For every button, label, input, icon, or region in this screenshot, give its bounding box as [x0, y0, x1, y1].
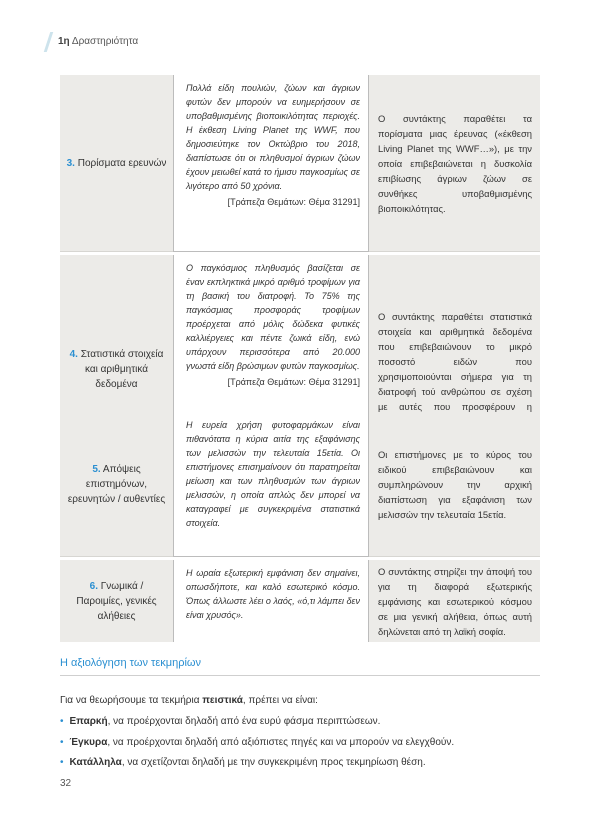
comment-cell — [369, 560, 540, 642]
row-divider — [60, 556, 540, 557]
comment-text: Ο συντάκτης στηρίζει την άποψή του για τη διαφορά εξωτερικής εμφάνισης και εσωτερικού κόσμου σε μια γενική αλήθεια, όπως αυτή δηλώνεται από τη λαϊκή σοφία. — [378, 565, 532, 637]
intro-paragraph — [60, 695, 318, 706]
quote-reference: [Τράπεζα Θεμάτων: Θέμα 31291] — [227, 197, 360, 207]
header-number: 1η — [58, 36, 70, 47]
quote-reference: [Τράπεζα Θεμάτων: Θέμα 31291] — [227, 377, 360, 387]
bullet-text: , να προέρχονται δηλαδή από αξιόπιστες πηγές και να μπορούν να ελεγχθούν. — [107, 737, 455, 748]
intro-emphasis: πειστικά — [202, 695, 243, 706]
row-divider — [60, 251, 540, 252]
bullet-icon: • — [60, 716, 64, 727]
comment-text: Ο συντάκτης παραθέτει τα πορίσματα μιας έρευνας («έκθεση Living Planet της WWF…»), με την οποία επιβεβαιώνεται η δυσκολία επιβίωσης άγριων ζώων σε συνθήκες υποβαθμισμένης βιοποικιλότητας. — [378, 112, 532, 214]
bullet-icon: • — [60, 757, 64, 768]
section-title: Η αξιολόγηση των τεκμηρίων — [60, 657, 201, 669]
row-label: Γνωμικά / Παροιμίες, γενικές αλήθειες — [76, 580, 157, 622]
quote-cell — [173, 75, 369, 251]
row-label-cell — [60, 560, 173, 642]
quote-cell — [173, 560, 369, 642]
table-row — [60, 560, 540, 642]
row-label-cell — [60, 75, 173, 251]
header-accent-bar — [44, 32, 53, 52]
list-item — [60, 737, 454, 748]
bullet-text: , να σχετίζονται δηλαδή με την συγκεκριμένη προς τεκμηρίωση θέση. — [121, 757, 426, 768]
section-divider — [60, 675, 540, 676]
quote-text: Η ευρεία χρήση φυτοφαρμάκων είναι πιθανότατα η κύρια αιτία της εξαφάνισης των μελισσών την τελευταία 15ετία. Οι επιστήμονες επισημαίνουν ότι παρατηρείται μείωση και των πληθυσμών των άγριων μελισσών, η οποία απλώς δεν μπορεί να καταγραφεί με συγκεκριμένα στατιστικά στοιχεία. — [186, 420, 360, 528]
running-header — [58, 36, 138, 47]
bullet-text: , να προέρχονται δηλαδή από ένα ευρύ φάσμα περιπτώσεων. — [107, 716, 381, 727]
quote-text: Πολλά είδη πουλιών, ζώων και άγριων φυτών δεν μπορούν να ευημερήσουν σε υποβαθμισμένης βιοποικιλότητας περιοχές. Η έκθεση Living Planet της WWF, που δημοσιεύτηκε τον Οκτώβριο του 2018, διαπίστωσε ότι οι πληθυσμοί άγριων ζώων έχουν μειωθεί κατά το ήμισυ παγκοσμίως σε λιγότερο από 50 χρόνια. — [186, 83, 360, 191]
row-number: 3. — [66, 157, 75, 169]
intro-text: Για να θεωρήσουμε τα τεκμήρια — [60, 695, 203, 706]
row-label-cell — [60, 412, 173, 556]
bullet-term: Επαρκή — [69, 716, 108, 727]
list-item — [60, 757, 426, 768]
quote-text: Η ωραία εξωτερική εμφάνιση δεν σημαίνει, οπωσδήποτε, και καλό εσωτερικό κόσμο. Όπως άλλωστε λέει ο λαός, «ό,τι λάμπει δεν είναι χρυσός». — [186, 568, 360, 620]
list-item — [60, 716, 380, 727]
intro-text-end: , πρέπει να είναι: — [242, 695, 318, 706]
comment-cell — [369, 412, 540, 556]
comment-text: Οι επιστήμονες με το κύρος του ειδικού επιβεβαιώνουν και συμπληρώνουν την αρχική διαπίστωση για εξαφάνιση των μελισσών την τελευταία 15ετία. — [378, 448, 532, 520]
row-number: 6. — [89, 580, 99, 592]
comment-text: Ο συντάκτης παραθέτει στατιστικά στοιχεία και αριθμητικά δεδομένα που επιβεβαιώνουν το μικρό ποσοστό ειδών που χρησιμοποιούνται σήμερα για τη διατροφή τού ανθρώπου σε σχέση με αυτές που προσφέρουν η — [378, 311, 532, 412]
evidence-table-row-5 — [60, 412, 540, 556]
comment-cell — [369, 75, 540, 251]
table-row — [60, 75, 540, 251]
row-label: Πορίσματα ερευνών — [77, 157, 167, 169]
header-title: Δραστηριότητα — [71, 36, 139, 47]
bullet-icon: • — [60, 737, 64, 748]
table-row — [60, 412, 540, 556]
bullet-term: Κατάλληλα — [69, 757, 122, 768]
quote-cell — [173, 412, 369, 556]
row-number: 4. — [69, 348, 78, 360]
bullet-term: Έγκυρα — [69, 737, 108, 748]
row-label: Απόψεις επιστημόνων, ερευνητών / αυθεντίες — [67, 463, 166, 505]
row-label: Στατιστικά στοιχεία και αριθμητικά δεδομένα — [80, 348, 164, 390]
row-number: 5. — [92, 463, 101, 475]
quote-text: Ο παγκόσμιος πληθυσμός βασίζεται σε έναν εκπληκτικά μικρό αριθμό τροφίμων για τη βασική του διατροφή. Το 75% της παγκόσμιας προσφοράς τροφίμων προέρχεται από μόλις δώδεκα φυτικές καλλιέργειες και πέντε ζωικά είδη, ενώ υπάρχουν περισσότερα από 20.000 γνωστά είδη βρώσιμων φυτών παγκοσμίως. — [186, 263, 360, 371]
evidence-table-row-6 — [60, 560, 540, 642]
page-number: 32 — [60, 778, 72, 789]
